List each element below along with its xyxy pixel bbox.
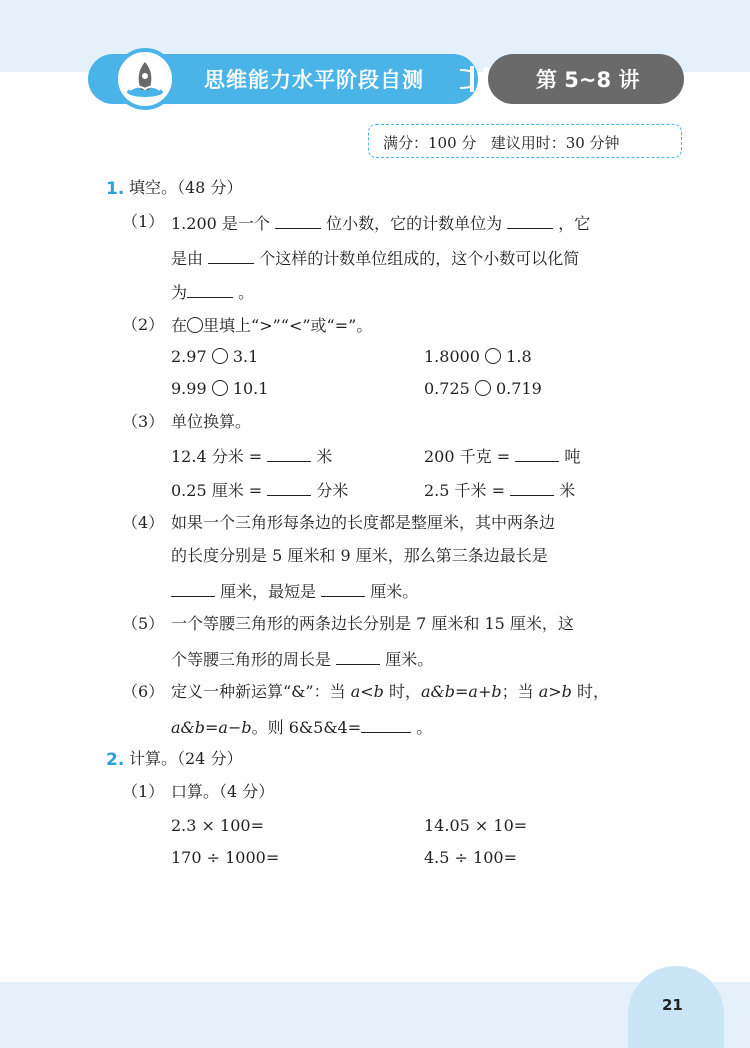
compare-circle[interactable] bbox=[212, 380, 228, 396]
answer-blank[interactable] bbox=[208, 249, 254, 264]
mental-math-item: 170 ÷ 1000= bbox=[171, 848, 280, 867]
page-number: 21 bbox=[662, 996, 683, 1014]
q1-3-label: （3） bbox=[122, 412, 165, 431]
conversion-item: 2.5 千米 = 米 bbox=[424, 481, 576, 500]
lesson-label: 第 5~8 讲 bbox=[536, 68, 640, 92]
q1-1-line2: 是由 个这样的计数单位组成的，这个小数可以化简 bbox=[171, 249, 580, 268]
q1-5-line1: 一个等腰三角形的两条边长分别是 7 厘米和 15 厘米，这 bbox=[171, 614, 574, 633]
q1-6-label: （6） bbox=[122, 682, 165, 701]
conversion-item: 200 千克 = 吨 bbox=[424, 447, 581, 466]
question-2-title: 计算。（24 分） bbox=[129, 749, 243, 768]
q1-2-title: 在 里填上“>”“<”或“=”。 bbox=[171, 316, 373, 335]
compare-item: 9.99 10.1 bbox=[171, 379, 269, 398]
q1-3-title: 单位换算。 bbox=[171, 412, 252, 431]
page-title: 思维能力水平阶段自测 bbox=[204, 68, 424, 92]
q1-6-line2: a&b=a−b。则 6&5&4= 。 bbox=[171, 718, 433, 737]
q1-1-line3: 为 。 bbox=[171, 283, 255, 302]
conversion-item: 0.25 厘米 = 分米 bbox=[171, 481, 349, 500]
q1-5-line2: 个等腰三角形的周长是 厘米。 bbox=[171, 650, 434, 669]
compare-circle[interactable] bbox=[475, 380, 491, 396]
compare-item: 1.8000 1.8 bbox=[424, 347, 532, 366]
mental-math-item: 4.5 ÷ 100= bbox=[424, 848, 517, 867]
answer-blank[interactable] bbox=[267, 481, 311, 496]
q1-1-label: （1） bbox=[122, 212, 165, 231]
question-2-number: 2. bbox=[106, 750, 125, 770]
answer-blank[interactable] bbox=[321, 582, 365, 597]
answer-blank[interactable] bbox=[267, 447, 311, 462]
answer-blank[interactable] bbox=[275, 214, 321, 229]
answer-blank[interactable] bbox=[336, 650, 380, 665]
answer-blank[interactable] bbox=[187, 283, 233, 298]
answer-blank[interactable] bbox=[510, 481, 554, 496]
q1-2-label: （2） bbox=[122, 315, 165, 334]
compare-item: 2.97 3.1 bbox=[171, 347, 259, 366]
q1-4-line1: 如果一个三角形每条边的长度都是整厘米，其中两条边 bbox=[171, 513, 556, 532]
compare-item: 0.725 0.719 bbox=[424, 379, 542, 398]
rocket-logo-icon bbox=[114, 48, 176, 110]
q1-4-label: （4） bbox=[122, 513, 165, 532]
question-1-number: 1. bbox=[106, 179, 125, 199]
q1-5-label: （5） bbox=[122, 614, 165, 633]
compare-circle[interactable] bbox=[485, 348, 501, 364]
q1-4-line3: 厘米，最短是 厘米。 bbox=[171, 582, 418, 600]
score-time-text: 满分：100 分 建议用时：30 分钟 bbox=[383, 134, 620, 152]
mental-math-item: 2.3 × 100= bbox=[171, 816, 264, 835]
q1-4-line2: 的长度分别是 5 厘米和 9 厘米，那么第三条边最长是 bbox=[171, 546, 548, 565]
answer-blank[interactable] bbox=[507, 214, 553, 229]
answer-blank[interactable] bbox=[171, 582, 215, 597]
question-1-title: 填空。（48 分） bbox=[129, 178, 243, 197]
answer-blank[interactable] bbox=[515, 447, 559, 462]
answer-blank[interactable] bbox=[361, 718, 411, 733]
q1-1-line1: 1.200 是一个 位小数，它的计数单位为 ，它 bbox=[171, 214, 591, 233]
q2-1-label: （1） bbox=[122, 782, 165, 801]
conversion-item: 12.4 分米 = 米 bbox=[171, 447, 333, 466]
mental-math-item: 14.05 × 10= bbox=[424, 816, 528, 835]
q1-6-line1: 定义一种新运算“&”：当 a<b 时，a&b=a+b；当 a>b 时， bbox=[171, 682, 609, 701]
q2-1-title: 口算。（4 分） bbox=[171, 782, 275, 801]
circle-blank-icon bbox=[187, 317, 203, 333]
compare-circle[interactable] bbox=[212, 348, 228, 364]
